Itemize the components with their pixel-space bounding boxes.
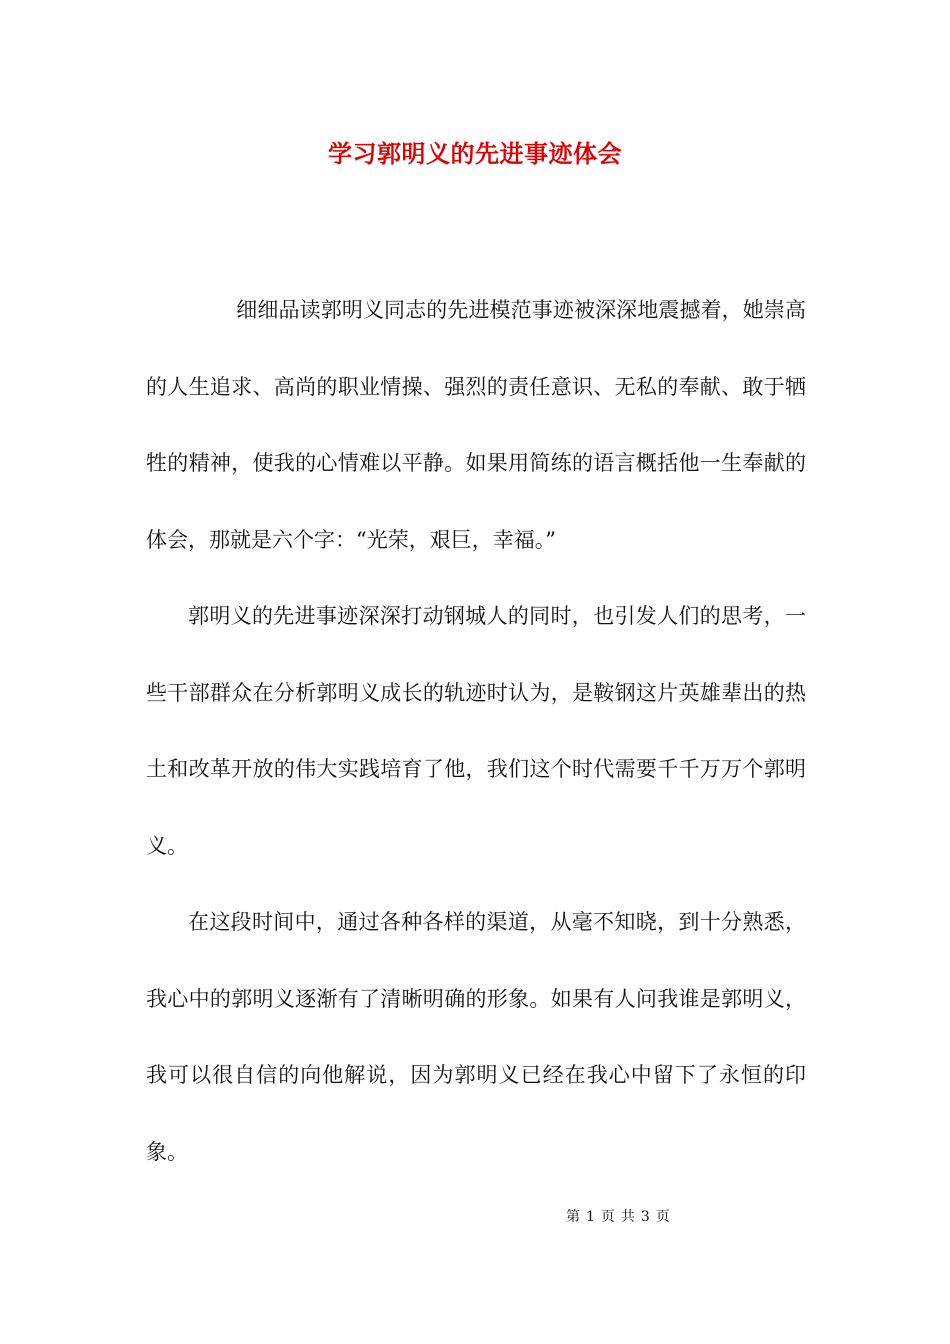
footer-page-prefix: 第 <box>566 1209 580 1225</box>
footer-page-label: 页 <box>600 1209 615 1225</box>
paragraph-3: 在这段时间中，通过各种各样的渠道，从毫不知晓，到十分熟悉，我心中的郭明义逐渐有了清晰明确的形象。如果有人问我谁是郭明义，我可以很自信的向他解说，因为郭明义已经在我心中留下了永恒的印象。 <box>146 910 806 1164</box>
paragraph-2: 郭明义的先进事迹深深打动钢城人的同时，也引发人们的思考，一些干部群众在分析郭明义成长的轨迹时认为，是鞍钢这片英雄辈出的热土和改革开放的伟大实践培育了他，我们这个时代需要千千万万个郭明义。 <box>146 604 806 858</box>
footer-current-page: 1 <box>586 1209 595 1225</box>
document-title: 学习郭明义的先进事迹体会 <box>328 139 622 168</box>
paragraph-1: 细细品读郭明义同志的先进模范事迹被深深地震撼着，她崇高的人生追求、高尚的职业情操、强烈的责任意识、无私的奉献、敢于牺牲的精神，使我的心情难以平静。如果用简练的语言概括他一生奉献的体会，那就是六个字：“光荣，艰巨，幸福。” <box>146 298 806 552</box>
footer-total-suffix: 页 <box>655 1209 670 1225</box>
footer-total-prefix: 共 <box>620 1209 635 1225</box>
page-footer <box>566 1206 676 1226</box>
footer-total-pages: 3 <box>640 1209 650 1225</box>
document-body <box>146 272 806 1190</box>
